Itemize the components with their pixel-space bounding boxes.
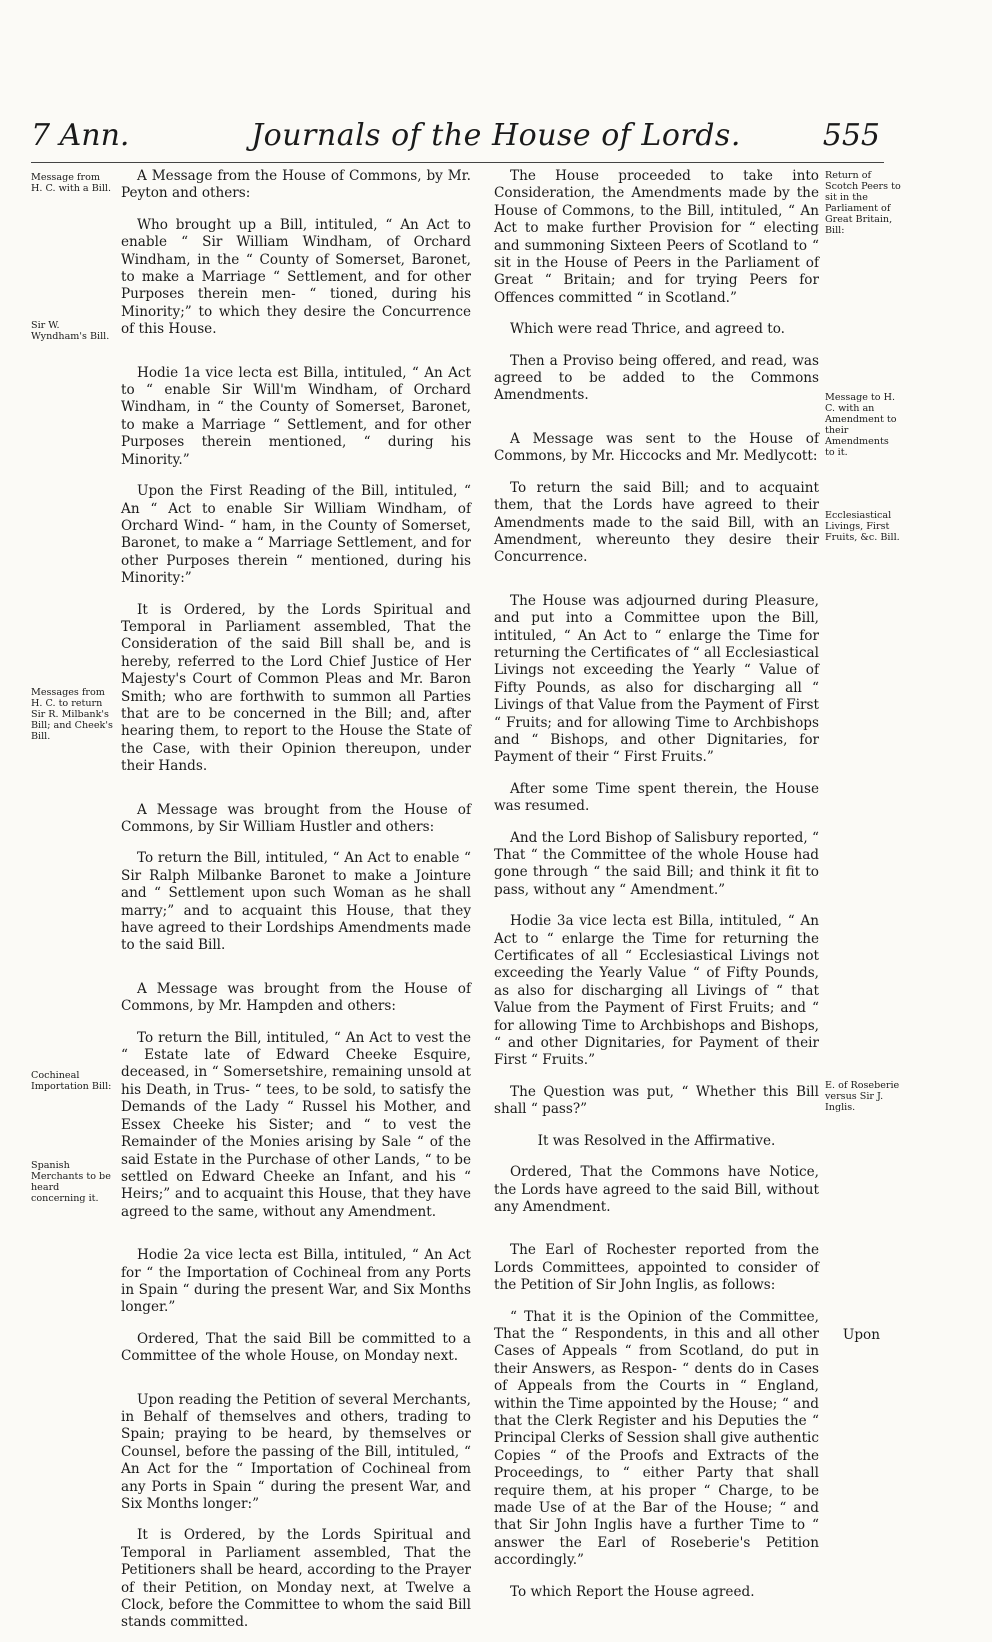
paragraph: Hodie 1a vice lecta est Billa, intituled, “ An Act to “ enable Sir Will'm Windham, of Orchard Windham, in “ the County of Somerset, Baronet, to make a Marriage “ Settlement, and for other Purposes therein mentioned, “ during his Minority.” <box>121 364 471 468</box>
paragraph: Which were read Thrice, and agreed to. <box>510 321 785 338</box>
paragraph: Then a Proviso being offered, and read, was agreed to be added to the Commons Amendments. <box>494 352 819 404</box>
paragraph: Who brought up a Bill, intituled, “ An Act to enable “ Sir William Windham, of Orchard Windham, in the “ County of Somerset, Baronet, to make a Marriage “ Settlement, and for other Purposes therein men- “ tioned, during his Minority;” to which they desire the Concurrence of this House. <box>121 216 471 338</box>
margin-note-left: Spanish Merchants to be heard concerning it. <box>31 1160 111 1204</box>
paragraph: After some Time spent therein, the House was resumed. <box>494 780 819 815</box>
paragraph: It is Ordered, by the Lords Spiritual and Temporal in Parliament assembled, That the Consideration of the said Bill shall be, and is hereby, referred to the Lord Chief Justice of Her Majesty's Court of Common Pleas and Mr. Baron Smith; who are forthwith to summon all Parties that are to be concerned in the Bill; and, after hearing them, to report to the House the State of the Case, with their Opinion thereupon, under their Hands. <box>121 601 471 775</box>
paragraph: To return the said Bill; and to acquaint them, that the Lords have agreed to their Amendments made to the said Bill, with an Amendment, whereunto they desire their Concurrence. <box>494 479 819 566</box>
paragraph: Ordered, That the Commons have Notice, the Lords have agreed to the said Bill, without any Amendment. <box>494 1164 819 1215</box>
paragraph: A Message from the House of Commons, by Mr. Peyton and others: <box>121 168 471 202</box>
paragraph: The Question was put, “ Whether this Bill shall “ pass?” <box>494 1083 819 1118</box>
paragraph: To which Report the House agreed. <box>510 1583 755 1600</box>
right-column <box>494 168 819 1601</box>
paragraph: It was Resolved in the Affirmative. <box>537 1132 776 1149</box>
margin-note-left: Messages from H. C. to return Sir R. Milbank's Bill; and Cheek's Bill. <box>31 687 113 742</box>
paragraph: It is Ordered, by the Lords Spiritual and Temporal in Parliament assembled, That the Petitioners shall be heard, according to the Prayer of their Petition, on Monday next, at Twelve a Clock, before the Committee to whom the said Bill stands committed. <box>121 1527 471 1631</box>
regnal-year: 7 Ann. <box>31 118 130 153</box>
margin-note-left: Cochineal Importation Bill: <box>31 1070 112 1092</box>
paragraph: Ordered, That the said Bill be committed to a Committee of the whole House, on Monday next. <box>121 1330 471 1365</box>
paragraph: “ That it is the Opinion of the Committee, That the “ Respondents, in this and all other Cases of Appeals “ from Scotland, do put in their Answers, as Respon- “ dents do in Cases of Appeals from the Courts in “ England, within the Time appointed by the House; “ and that the Clerk Register and his Deputies the “ Principal Clerks of Session shall give authentic Copies “ of the Proofs and Extracts of the Proceedings, to “ either Party that shall require them, at his proper “ Charge, to be made Use of at the Bar of the House; “ and that Sir John Inglis have a further Time to “ answer the Earl of Roseberie's Petition accordingly.” <box>494 1308 819 1569</box>
paragraph: A Message was sent to the House of Commons, by Mr. Hiccocks and Mr. Medlycott: <box>494 430 819 465</box>
running-header <box>0 118 992 162</box>
paragraph: The Earl of Rochester reported from the Lords Committees, appointed to consider of the Petition of Sir John Inglis, as follows: <box>494 1242 819 1294</box>
paragraph: The House proceeded to take into Consideration, the Amendments made by the House of Commons, to the Bill, intituled, “ An Act to make further Provision for “ electing and summoning Sixteen Peers of Scotland to “ sit in the House of Peers in the Parliament of Great “ Britain; and for trying Peers for Offences committed “ in Scotland.” <box>494 168 819 306</box>
margin-note-right: Return of Scotch Peers to sit in the Parliament of Great Britain, Bill: <box>825 170 901 236</box>
margin-note-left: Message from H. C. with a Bill. <box>31 172 112 194</box>
margin-note-right: Ecclesiastical Livings, First Fruits, &c. Bill. <box>825 510 900 543</box>
paragraph: Upon the First Reading of the Bill, intituled, “ An “ Act to enable Sir William Windham, of Orchard Wind- “ ham, in the County of Somerset, Baronet, to make a “ Marriage Settlement, and for other Purposes therein “ mentioned, during his Minority:” <box>121 483 471 587</box>
journal-title: Journals of the House of Lords. <box>251 118 741 153</box>
header-rule <box>31 162 884 163</box>
paragraph: Hodie 3a vice lecta est Billa, intituled, “ An Act to “ enlarge the Time for returning the Certificates of all “ Ecclesiastical Livings not exceeding the Yearly Value “ of Fifty Pounds, as also for discharging all Livings of “ that Value from the Payment of First Fruits; and “ for allowing Time to Archbishops and Bishops, “ and other Dignitaries, for Payment of their First “ Fruits.” <box>494 913 819 1069</box>
paragraph: A Message was brought from the House of Commons, by Sir William Hustler and others: <box>121 801 471 835</box>
paragraph: Upon reading the Petition of several Merchants, in Behalf of themselves and others, trading to Spain; praying to be heard, by themselves or Counsel, before the passing of the Bill, intituled, “ An Act for the “ Importation of Cochineal from any Ports in Spain “ during the present War, and Six Months longer:” <box>121 1391 471 1512</box>
margin-note-left: Sir W. Wyndham's Bill. <box>31 320 110 342</box>
paragraph: The House was adjourned during Pleasure, and put into a Committee upon the Bill, intituled, “ An Act to “ enlarge the Time for returning the Certificates of “ all Ecclesiastical Livings not exceeding the Yearly “ Value of Fifty Pounds, as also for discharging all “ Livings of that Value from the Payment of First “ Fruits; and for allowing Time to Archbishops and “ Bishops, and other Dignitaries, for Payment of their “ First Fruits.” <box>494 592 819 766</box>
paragraph: A Message was brought from the House of Commons, by Mr. Hampden and others: <box>121 980 471 1015</box>
catchword: Upon <box>842 1327 880 1343</box>
paragraph: To return the Bill, intituled, “ An Act to vest the “ Estate late of Edward Cheeke Esquire, deceased, in “ Somersetshire, remaining unsold at his Death, in Trus- “ tees, to be sold, to satisfy the Demands of the Lady “ Russel his Mother, and Essex Cheeke his Sister; and “ to vest the Remainder of the Monies arising by Sale “ of the said Estate in the Purchase of other Lands, “ to be settled on Edward Cheeke an Infant, and his “ Heirs;” and to acquaint this House, that they have agreed to the same, without any Amendment. <box>121 1029 471 1220</box>
left-column <box>121 168 471 1632</box>
page-number: 555 <box>822 118 880 153</box>
paragraph: And the Lord Bishop of Salisbury reported, “ That “ the Committee of the whole House had gone through “ the said Bill; and think it fit to pass, without any “ Amendment.” <box>494 829 819 898</box>
margin-note-right: Message to H. C. with an Amendment to their Amendments to it. <box>825 392 897 458</box>
paragraph: To return the Bill, intituled, “ An Act to enable “ Sir Ralph Milbanke Baronet to make a Jointure and “ Settlement upon such Woman as he shall marry;” and to acquaint this House, that they have agreed to their Lordships Amendments made to the said Bill. <box>121 850 471 954</box>
paragraph: Hodie 2a vice lecta est Billa, intituled, “ An Act for “ the Importation of Cochineal from any Ports in Spain “ during the present War, and Six Months longer.” <box>121 1247 471 1316</box>
margin-note-right: E. of Roseberie versus Sir J. Inglis. <box>825 1080 900 1113</box>
